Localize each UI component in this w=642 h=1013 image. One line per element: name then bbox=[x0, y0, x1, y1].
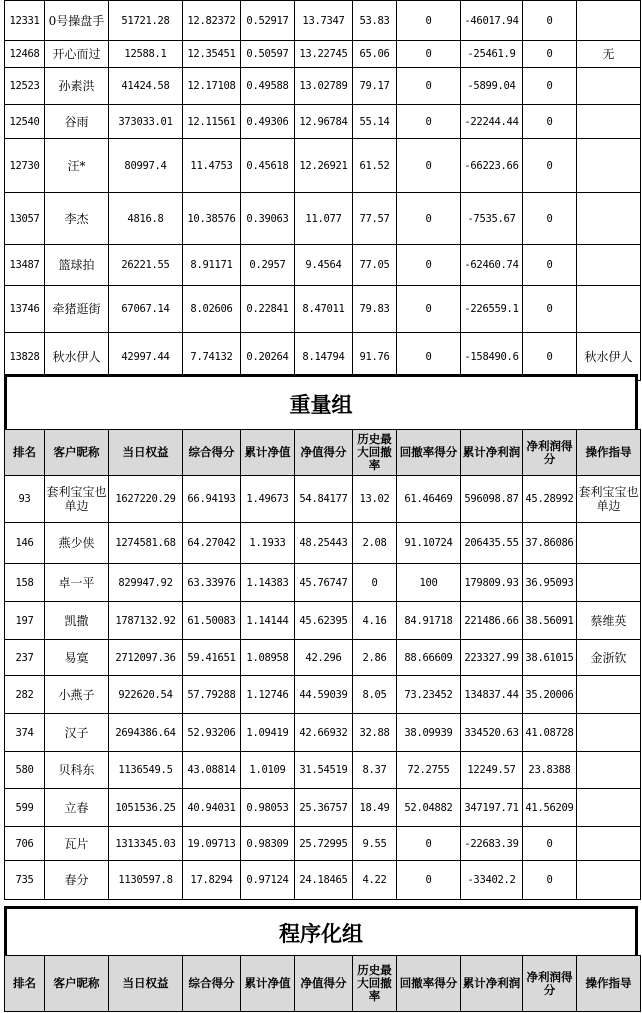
cell-name: 凯撒 bbox=[45, 602, 109, 640]
cell-rank: 12331 bbox=[5, 1, 45, 41]
cell-rank: 12468 bbox=[5, 41, 45, 68]
cell-profit: -5899.04 bbox=[461, 68, 523, 105]
header-name: 客户昵称 bbox=[45, 956, 109, 1012]
table-row bbox=[5, 523, 641, 564]
cell-guide: 秋水伊人 bbox=[577, 333, 641, 381]
table-row bbox=[5, 861, 641, 900]
cell-max-dd: 4.22 bbox=[353, 861, 397, 900]
cell-guide bbox=[577, 245, 641, 286]
cell-dd-score: 73.23452 bbox=[397, 676, 461, 714]
cell-profit: -33402.2 bbox=[461, 861, 523, 900]
table-row bbox=[5, 602, 641, 640]
cell-rank: 146 bbox=[5, 523, 45, 564]
group3-table bbox=[4, 955, 641, 1012]
cell-rank: 706 bbox=[5, 827, 45, 861]
cell-score: 19.09713 bbox=[183, 827, 241, 861]
cell-nav-score: 42.296 bbox=[295, 640, 353, 676]
cell-dd-score: 0 bbox=[397, 193, 461, 245]
section-program-title: 程序化组 bbox=[4, 906, 638, 956]
section-heavy-title: 重量组 bbox=[4, 374, 638, 430]
cell-rank: 374 bbox=[5, 714, 45, 752]
cell-dd-score: 0 bbox=[397, 139, 461, 193]
cell-name: 汉子 bbox=[45, 714, 109, 752]
cell-name: 易寞 bbox=[45, 640, 109, 676]
cell-max-dd: 9.55 bbox=[353, 827, 397, 861]
cell-profit-score: 0 bbox=[523, 333, 577, 381]
cell-profit-score: 38.61015 bbox=[523, 640, 577, 676]
cell-score: 63.33976 bbox=[183, 564, 241, 602]
cell-dd-score: 91.10724 bbox=[397, 523, 461, 564]
cell-nav-score: 8.47011 bbox=[295, 286, 353, 333]
header-score: 综合得分 bbox=[183, 956, 241, 1012]
header-rank: 排名 bbox=[5, 956, 45, 1012]
cell-profit-score: 23.8388 bbox=[523, 752, 577, 789]
cell-dd-score: 61.46469 bbox=[397, 476, 461, 523]
cell-score: 64.27042 bbox=[183, 523, 241, 564]
cell-score: 11.4753 bbox=[183, 139, 241, 193]
cell-score: 52.93206 bbox=[183, 714, 241, 752]
cell-profit-score: 0 bbox=[523, 861, 577, 900]
cell-dd-score: 0 bbox=[397, 827, 461, 861]
cell-max-dd: 2.08 bbox=[353, 523, 397, 564]
cell-nav: 0.98053 bbox=[241, 789, 295, 827]
cell-profit: 223327.99 bbox=[461, 640, 523, 676]
table-row bbox=[5, 752, 641, 789]
cell-rank: 13828 bbox=[5, 333, 45, 381]
cell-guide: 金浙钦 bbox=[577, 640, 641, 676]
cell-profit-score: 38.56091 bbox=[523, 602, 577, 640]
cell-nav-score: 9.4564 bbox=[295, 245, 353, 286]
cell-nav-score: 45.62395 bbox=[295, 602, 353, 640]
cell-score: 12.11561 bbox=[183, 105, 241, 139]
cell-nav: 0.22841 bbox=[241, 286, 295, 333]
cell-guide bbox=[577, 789, 641, 827]
header-nav: 累计净值 bbox=[241, 956, 295, 1012]
cell-rank: 580 bbox=[5, 752, 45, 789]
cell-nav: 0.49306 bbox=[241, 105, 295, 139]
cell-dd-score: 52.04882 bbox=[397, 789, 461, 827]
cell-equity: 80997.4 bbox=[109, 139, 183, 193]
cell-dd-score: 0 bbox=[397, 286, 461, 333]
table-row bbox=[5, 245, 641, 286]
cell-profit: -46017.94 bbox=[461, 1, 523, 41]
cell-score: 8.02606 bbox=[183, 286, 241, 333]
cell-profit-score: 41.08728 bbox=[523, 714, 577, 752]
cell-nav-score: 25.36757 bbox=[295, 789, 353, 827]
cell-profit: 179809.93 bbox=[461, 564, 523, 602]
cell-nav: 1.12746 bbox=[241, 676, 295, 714]
table-row bbox=[5, 139, 641, 193]
cell-nav-score: 12.26921 bbox=[295, 139, 353, 193]
cell-score: 12.82372 bbox=[183, 1, 241, 41]
cell-dd-score: 0 bbox=[397, 105, 461, 139]
cell-max-dd: 32.88 bbox=[353, 714, 397, 752]
header-profit: 累计净利润 bbox=[461, 956, 523, 1012]
cell-profit: 221486.66 bbox=[461, 602, 523, 640]
header-name: 客户昵称 bbox=[45, 430, 109, 476]
header-guide: 操作指导 bbox=[577, 956, 641, 1012]
table-row bbox=[5, 827, 641, 861]
cell-name: 立春 bbox=[45, 789, 109, 827]
cell-rank: 599 bbox=[5, 789, 45, 827]
table-row bbox=[5, 476, 641, 523]
cell-nav: 1.09419 bbox=[241, 714, 295, 752]
cell-equity: 41424.58 bbox=[109, 68, 183, 105]
cell-max-dd: 55.14 bbox=[353, 105, 397, 139]
cell-dd-score: 0 bbox=[397, 861, 461, 900]
cell-equity: 922620.54 bbox=[109, 676, 183, 714]
cell-nav-score: 13.02789 bbox=[295, 68, 353, 105]
cell-score: 10.38576 bbox=[183, 193, 241, 245]
cell-max-dd: 53.83 bbox=[353, 1, 397, 41]
cell-score: 66.94193 bbox=[183, 476, 241, 523]
cell-nav-score: 25.72995 bbox=[295, 827, 353, 861]
cell-guide: 无 bbox=[577, 41, 641, 68]
cell-max-dd: 79.17 bbox=[353, 68, 397, 105]
cell-rank: 13746 bbox=[5, 286, 45, 333]
cell-max-dd: 77.05 bbox=[353, 245, 397, 286]
cell-profit: -158490.6 bbox=[461, 333, 523, 381]
header-equity: 当日权益 bbox=[109, 430, 183, 476]
cell-profit: 334520.63 bbox=[461, 714, 523, 752]
cell-profit-score: 0 bbox=[523, 286, 577, 333]
cell-nav-score: 13.22745 bbox=[295, 41, 353, 68]
cell-guide bbox=[577, 286, 641, 333]
cell-profit-score: 0 bbox=[523, 245, 577, 286]
cell-name: 牵猪逛街 bbox=[45, 286, 109, 333]
cell-name: 篮球拍 bbox=[45, 245, 109, 286]
cell-nav-score: 44.59039 bbox=[295, 676, 353, 714]
cell-equity: 1274581.68 bbox=[109, 523, 183, 564]
cell-profit: -25461.9 bbox=[461, 41, 523, 68]
cell-profit: -22244.44 bbox=[461, 105, 523, 139]
cell-nav: 0.39063 bbox=[241, 193, 295, 245]
cell-nav: 1.14383 bbox=[241, 564, 295, 602]
cell-dd-score: 84.91718 bbox=[397, 602, 461, 640]
cell-rank: 93 bbox=[5, 476, 45, 523]
cell-dd-score: 0 bbox=[397, 1, 461, 41]
cell-guide bbox=[577, 827, 641, 861]
cell-profit: -7535.67 bbox=[461, 193, 523, 245]
header-dd-score: 回撤率得分 bbox=[397, 956, 461, 1012]
cell-profit: -226559.1 bbox=[461, 286, 523, 333]
cell-name: 李杰 bbox=[45, 193, 109, 245]
header-max-dd: 历史最大回撤率 bbox=[353, 430, 397, 476]
cell-score: 12.17108 bbox=[183, 68, 241, 105]
cell-guide bbox=[577, 752, 641, 789]
header-nav-score: 净值得分 bbox=[295, 430, 353, 476]
cell-score: 12.35451 bbox=[183, 41, 241, 68]
cell-score: 8.91171 bbox=[183, 245, 241, 286]
cell-max-dd: 61.52 bbox=[353, 139, 397, 193]
cell-equity: 1136549.5 bbox=[109, 752, 183, 789]
cell-score: 17.8294 bbox=[183, 861, 241, 900]
cell-rank: 12730 bbox=[5, 139, 45, 193]
cell-nav: 0.45618 bbox=[241, 139, 295, 193]
cell-profit-score: 0 bbox=[523, 193, 577, 245]
cell-guide bbox=[577, 105, 641, 139]
cell-name: 谷雨 bbox=[45, 105, 109, 139]
cell-rank: 158 bbox=[5, 564, 45, 602]
table-row bbox=[5, 41, 641, 68]
cell-profit: -62460.74 bbox=[461, 245, 523, 286]
cell-nav: 0.20264 bbox=[241, 333, 295, 381]
cell-max-dd: 2.86 bbox=[353, 640, 397, 676]
cell-profit: -66223.66 bbox=[461, 139, 523, 193]
cell-max-dd: 8.37 bbox=[353, 752, 397, 789]
cell-profit-score: 0 bbox=[523, 139, 577, 193]
cell-rank: 282 bbox=[5, 676, 45, 714]
cell-guide: 蔡维英 bbox=[577, 602, 641, 640]
cell-max-dd: 8.05 bbox=[353, 676, 397, 714]
cell-guide bbox=[577, 193, 641, 245]
cell-profit-score: 0 bbox=[523, 68, 577, 105]
header-profit-score: 净利润得分 bbox=[523, 956, 577, 1012]
cell-name: 汪* bbox=[45, 139, 109, 193]
cell-nav-score: 8.14794 bbox=[295, 333, 353, 381]
cell-equity: 4816.8 bbox=[109, 193, 183, 245]
header-row bbox=[5, 956, 641, 1012]
table-row bbox=[5, 286, 641, 333]
cell-guide bbox=[577, 523, 641, 564]
cell-rank: 197 bbox=[5, 602, 45, 640]
cell-score: 61.50083 bbox=[183, 602, 241, 640]
table-row bbox=[5, 789, 641, 827]
cell-max-dd: 79.83 bbox=[353, 286, 397, 333]
cell-equity: 51721.28 bbox=[109, 1, 183, 41]
cell-equity: 1051536.25 bbox=[109, 789, 183, 827]
cell-dd-score: 72.2755 bbox=[397, 752, 461, 789]
cell-equity: 67067.14 bbox=[109, 286, 183, 333]
cell-max-dd: 4.16 bbox=[353, 602, 397, 640]
cell-equity: 1130597.8 bbox=[109, 861, 183, 900]
cell-max-dd: 77.57 bbox=[353, 193, 397, 245]
cell-guide bbox=[577, 68, 641, 105]
cell-rank: 13487 bbox=[5, 245, 45, 286]
cell-dd-score: 0 bbox=[397, 41, 461, 68]
cell-rank: 12523 bbox=[5, 68, 45, 105]
header-score: 综合得分 bbox=[183, 430, 241, 476]
cell-rank: 12540 bbox=[5, 105, 45, 139]
header-nav-score: 净值得分 bbox=[295, 956, 353, 1012]
table-row bbox=[5, 564, 641, 602]
cell-profit: 134837.44 bbox=[461, 676, 523, 714]
cell-nav: 0.50597 bbox=[241, 41, 295, 68]
group1-table bbox=[4, 0, 641, 381]
cell-max-dd: 0 bbox=[353, 564, 397, 602]
table-row bbox=[5, 714, 641, 752]
cell-nav-score: 11.077 bbox=[295, 193, 353, 245]
cell-name: 小燕子 bbox=[45, 676, 109, 714]
cell-name: 孙素洪 bbox=[45, 68, 109, 105]
table-row bbox=[5, 105, 641, 139]
cell-rank: 13057 bbox=[5, 193, 45, 245]
cell-score: 59.41651 bbox=[183, 640, 241, 676]
cell-rank: 735 bbox=[5, 861, 45, 900]
cell-name: 贝科东 bbox=[45, 752, 109, 789]
table-row bbox=[5, 640, 641, 676]
cell-profit-score: 41.56209 bbox=[523, 789, 577, 827]
header-profit-score: 净利润得分 bbox=[523, 430, 577, 476]
cell-name: 0号操盘手 bbox=[45, 1, 109, 41]
cell-nav: 0.97124 bbox=[241, 861, 295, 900]
cell-nav-score: 24.18465 bbox=[295, 861, 353, 900]
cell-profit-score: 37.86086 bbox=[523, 523, 577, 564]
cell-profit-score: 45.28992 bbox=[523, 476, 577, 523]
cell-dd-score: 88.66609 bbox=[397, 640, 461, 676]
cell-max-dd: 65.06 bbox=[353, 41, 397, 68]
cell-max-dd: 91.76 bbox=[353, 333, 397, 381]
cell-profit-score: 0 bbox=[523, 105, 577, 139]
cell-equity: 1627220.29 bbox=[109, 476, 183, 523]
cell-profit-score: 36.95093 bbox=[523, 564, 577, 602]
cell-name: 套利宝宝也单边 bbox=[45, 476, 109, 523]
cell-score: 43.08814 bbox=[183, 752, 241, 789]
header-dd-score: 回撤率得分 bbox=[397, 430, 461, 476]
cell-max-dd: 18.49 bbox=[353, 789, 397, 827]
cell-profit: 347197.71 bbox=[461, 789, 523, 827]
table-row bbox=[5, 676, 641, 714]
cell-nav: 0.52917 bbox=[241, 1, 295, 41]
cell-guide: 套利宝宝也单边 bbox=[577, 476, 641, 523]
table-row bbox=[5, 68, 641, 105]
cell-guide bbox=[577, 139, 641, 193]
header-profit: 累计净利润 bbox=[461, 430, 523, 476]
cell-nav: 0.49588 bbox=[241, 68, 295, 105]
cell-equity: 2712097.36 bbox=[109, 640, 183, 676]
cell-nav: 0.98309 bbox=[241, 827, 295, 861]
cell-profit: -22683.39 bbox=[461, 827, 523, 861]
cell-nav-score: 45.76747 bbox=[295, 564, 353, 602]
cell-name: 秋水伊人 bbox=[45, 333, 109, 381]
header-equity: 当日权益 bbox=[109, 956, 183, 1012]
cell-score: 7.74132 bbox=[183, 333, 241, 381]
cell-max-dd: 13.02 bbox=[353, 476, 397, 523]
cell-dd-score: 0 bbox=[397, 68, 461, 105]
cell-equity: 2694386.64 bbox=[109, 714, 183, 752]
header-row bbox=[5, 430, 641, 476]
cell-dd-score: 0 bbox=[397, 245, 461, 286]
cell-dd-score: 38.09939 bbox=[397, 714, 461, 752]
cell-nav: 1.1933 bbox=[241, 523, 295, 564]
cell-name: 开心而过 bbox=[45, 41, 109, 68]
cell-profit-score: 35.20006 bbox=[523, 676, 577, 714]
cell-name: 瓦片 bbox=[45, 827, 109, 861]
cell-guide bbox=[577, 861, 641, 900]
cell-equity: 1313345.03 bbox=[109, 827, 183, 861]
cell-nav-score: 54.84177 bbox=[295, 476, 353, 523]
cell-nav: 1.08958 bbox=[241, 640, 295, 676]
cell-score: 57.79288 bbox=[183, 676, 241, 714]
cell-equity: 42997.44 bbox=[109, 333, 183, 381]
cell-guide bbox=[577, 714, 641, 752]
cell-profit-score: 0 bbox=[523, 827, 577, 861]
cell-equity: 829947.92 bbox=[109, 564, 183, 602]
cell-equity: 373033.01 bbox=[109, 105, 183, 139]
cell-nav: 1.49673 bbox=[241, 476, 295, 523]
cell-nav: 1.14144 bbox=[241, 602, 295, 640]
cell-name: 春分 bbox=[45, 861, 109, 900]
group2-table bbox=[4, 429, 641, 900]
cell-guide bbox=[577, 1, 641, 41]
cell-name: 燕少侠 bbox=[45, 523, 109, 564]
header-guide: 操作指导 bbox=[577, 430, 641, 476]
cell-guide bbox=[577, 676, 641, 714]
cell-profit-score: 0 bbox=[523, 41, 577, 68]
header-max-dd: 历史最大回撤率 bbox=[353, 956, 397, 1012]
cell-nav-score: 42.66932 bbox=[295, 714, 353, 752]
cell-nav: 1.0109 bbox=[241, 752, 295, 789]
cell-profit: 12249.57 bbox=[461, 752, 523, 789]
table-row bbox=[5, 193, 641, 245]
cell-nav-score: 31.54519 bbox=[295, 752, 353, 789]
cell-guide bbox=[577, 564, 641, 602]
cell-nav: 0.2957 bbox=[241, 245, 295, 286]
cell-equity: 26221.55 bbox=[109, 245, 183, 286]
header-rank: 排名 bbox=[5, 430, 45, 476]
header-nav: 累计净值 bbox=[241, 430, 295, 476]
cell-profit-score: 0 bbox=[523, 1, 577, 41]
cell-dd-score: 100 bbox=[397, 564, 461, 602]
cell-dd-score: 0 bbox=[397, 333, 461, 381]
table-row bbox=[5, 1, 641, 41]
cell-nav-score: 48.25443 bbox=[295, 523, 353, 564]
cell-rank: 237 bbox=[5, 640, 45, 676]
cell-nav-score: 12.96784 bbox=[295, 105, 353, 139]
cell-name: 卓一平 bbox=[45, 564, 109, 602]
cell-profit: 206435.55 bbox=[461, 523, 523, 564]
cell-equity: 1787132.92 bbox=[109, 602, 183, 640]
cell-equity: 12588.1 bbox=[109, 41, 183, 68]
cell-profit: 596098.87 bbox=[461, 476, 523, 523]
cell-nav-score: 13.7347 bbox=[295, 1, 353, 41]
cell-score: 40.94031 bbox=[183, 789, 241, 827]
